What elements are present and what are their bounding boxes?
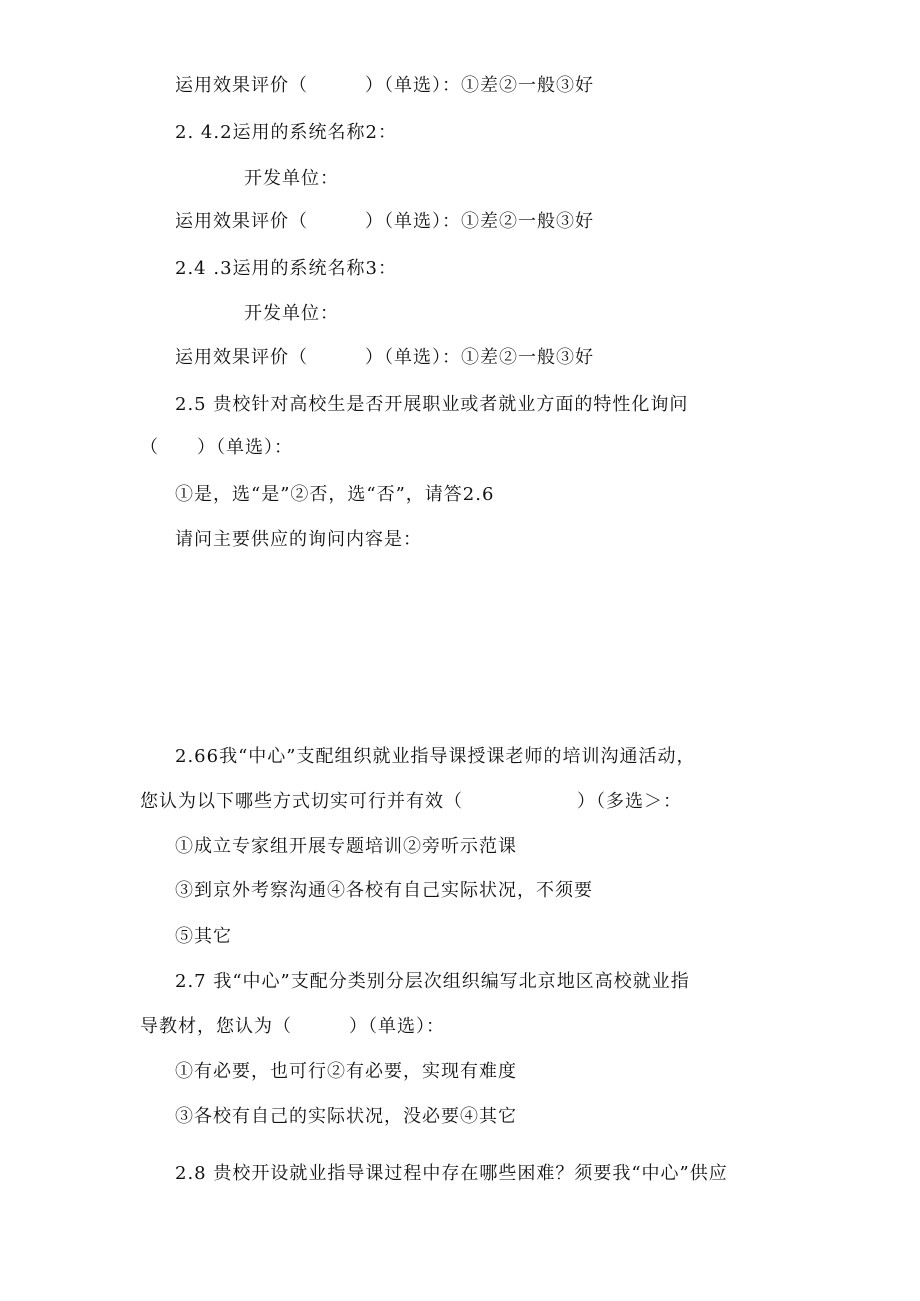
question-2-66-options-3: ⑤其它 (175, 926, 232, 947)
question-2-7-options-2: ③各校有自己的实际状况，没必要④其它 (175, 1106, 517, 1127)
developer-line-2: 开发单位： (244, 168, 339, 189)
question-2-66-continued: 您认为以下哪些方式切实可行并有效（ ）（多选＞： (140, 791, 682, 812)
question-2-7: 2.7 我“中心”支配分类别分层次组织编写北京地区高校就业指 (175, 971, 690, 992)
question-2-5-continued: （ ）（单选）： (140, 437, 293, 458)
question-2-66: 2.66我“中心”支配组织就业指导课授课老师的培训沟通活动， (175, 746, 696, 767)
question-2-8: 2.8 贵校开设就业指导课过程中存在哪些困难？须要我“中心”供应 (175, 1163, 728, 1184)
evaluation-line-1: 运用效果评价（ ）（单选）：①差②一般③好 (175, 75, 594, 96)
question-2-66-options-1: ①成立专家组开展专题培训②旁听示范课 (175, 836, 517, 857)
evaluation-line-2: 运用效果评价（ ）（单选）：①差②一般③好 (175, 211, 594, 232)
developer-line-3: 开发单位： (244, 303, 339, 324)
evaluation-line-3: 运用效果评价（ ）（单选）：①差②一般③好 (175, 347, 594, 368)
question-2-5: 2.5 贵校针对高校生是否开展职业或者就业方面的特性化询问 (175, 394, 689, 415)
question-2-7-options-1: ①有必要，也可行②有必要，实现有难度 (175, 1061, 517, 1082)
system-name-3-line: 2.4 .3运用的系统名称3： (175, 258, 397, 279)
question-2-5-options: ①是，选“是”②否，选“否”，请答2.6 (175, 484, 495, 505)
question-2-66-options-2: ③到京外考察沟通④各校有自己实际状况，不须要 (175, 880, 593, 901)
system-name-2-line: 2. 4.2运用的系统名称2： (175, 122, 397, 143)
inquiry-content-line: 请问主要供应的询问内容是： (175, 529, 422, 550)
question-2-7-continued: 导教材，您认为（ ）（单选）： (140, 1016, 445, 1037)
